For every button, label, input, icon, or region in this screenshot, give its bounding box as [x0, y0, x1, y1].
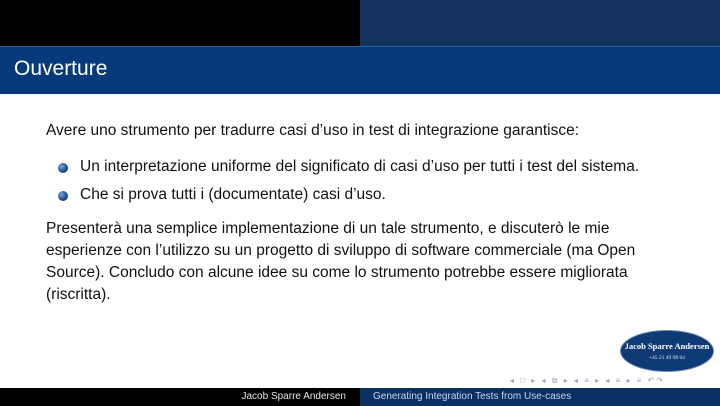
nav-section-icon[interactable]: ◂ ≡ ▸ [573, 376, 602, 385]
footer-title-box [360, 388, 720, 406]
bullet-ball-icon [58, 191, 68, 201]
footer-bar [0, 388, 720, 406]
footer-author: Jacob Sparre Andersen [241, 391, 346, 402]
beamer-navigation-symbols[interactable] [510, 376, 665, 386]
frame-title-bar [0, 46, 720, 94]
nav-section-icon[interactable]: ◂ ≡ ▸ [605, 376, 633, 385]
author-logo [620, 330, 714, 372]
body-paragraph: Presenterà una semplice implementazione di un tale strumento, e discuterò le mie esperienze con l’utilizzo su un progetto di sviluppo di software commerciale (ma Open Source). Concludo con alcune idee su come lo strumento potrebbe essere migliorata (riscritta). [46, 220, 636, 303]
nav-search-icon[interactable]: ↶↷ [647, 376, 666, 385]
bullet-text: Un interpretazione uniforme del significato di casi d’uso per tutti i test del sistema. [80, 158, 640, 175]
footer-author-box [0, 388, 360, 406]
bullet-ball-icon [58, 163, 68, 173]
section-nav [0, 0, 360, 46]
bullet-item [80, 184, 686, 206]
nav-subsection-icon[interactable]: ◂ ⧉ ▸ [541, 376, 570, 385]
bullet-item [80, 156, 686, 178]
subsection-nav [360, 0, 720, 46]
slide-content [46, 120, 686, 306]
bullet-text: Che si prova tutti i (documentate) casi d’uso. [80, 186, 386, 203]
nav-menu-icon[interactable]: ≡ [636, 376, 644, 385]
logo-phone: +45 21 49 08 04 [648, 355, 686, 361]
footer-title: Generating Integration Tests from Use-cases [373, 391, 572, 402]
header-bar [0, 0, 720, 46]
nav-prev-frame-icon[interactable]: ◂ □ ▸ [510, 376, 538, 385]
frame-title: Ouverture [14, 57, 108, 80]
intro-text: Avere uno strumento per tradurre casi d’uso in test di integrazione garantisce: [46, 122, 580, 139]
bullet-list [46, 156, 686, 206]
logo-name: Jacob Sparre Andersen [624, 341, 710, 351]
